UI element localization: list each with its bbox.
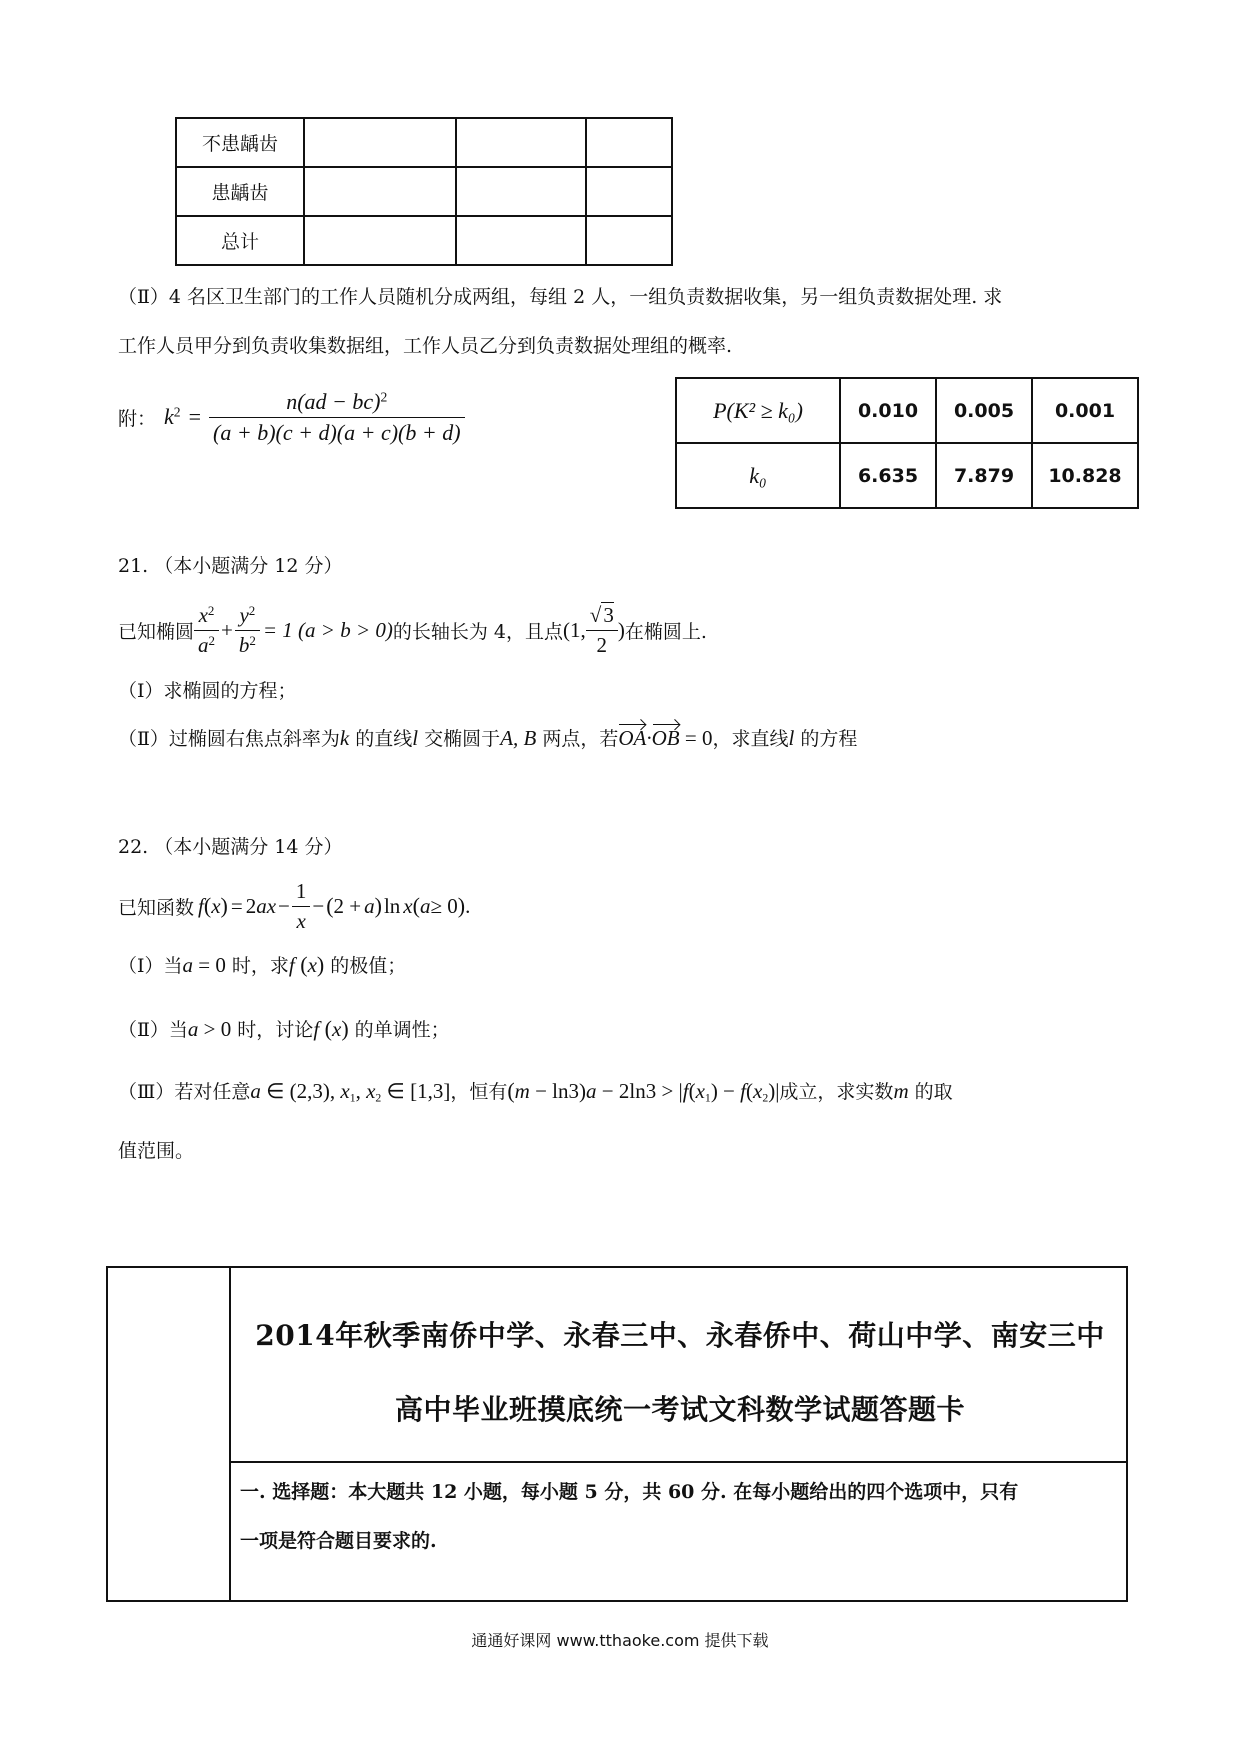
q21-condition: = 1 (a > b > 0) xyxy=(262,617,393,642)
q20-part2-line2: 工作人员甲分到负责收集数据组，工作人员乙分到负责数据处理组的概率. xyxy=(118,335,733,357)
card-title-line2: 高中毕业班摸底统一考试文科数学试题答题卡 xyxy=(394,1393,965,1426)
q20-part2-line1: （Ⅱ）4 名区卫生部门的工作人员随机分成两组，每组 2 人，一组负责数据收集，另一组负责数据处理. 求 xyxy=(118,286,1003,308)
q21-header: 21. （本小题满分 12 分） xyxy=(118,555,343,577)
q21-stem-prefix: 已知椭圆 xyxy=(118,620,195,643)
q22-part3-line2: 值范围。 xyxy=(118,1140,195,1162)
table-cell xyxy=(456,167,586,216)
row-label: 总计 xyxy=(176,216,304,265)
k-value: 6.635 xyxy=(840,443,936,508)
table-row xyxy=(676,378,1138,443)
table-cell xyxy=(456,216,586,265)
card-divider xyxy=(229,1266,231,1600)
row-label: 不患龋齿 xyxy=(176,118,304,167)
card-divider xyxy=(229,1461,1126,1463)
q22-stem: 已知函数 f ( x ) = 2 ax − $\frac{1}{x}$ − ( 2 + a ) ln x ( a ≥ 0 ) . xyxy=(118,878,471,933)
q22-part2: （Ⅱ）当a > 0 时，讨论f (x) 的单调性； xyxy=(118,1016,450,1041)
table-cell xyxy=(586,118,672,167)
row-label: 患龋齿 xyxy=(176,167,304,216)
table-cell xyxy=(304,216,456,265)
table-cell xyxy=(586,216,672,265)
footer: 通通好课网 www.tthaoke.com 提供下载 xyxy=(471,1631,769,1650)
contingency-table xyxy=(175,117,673,266)
k2-denominator: (a + b)(c + d)(a + c)(b + d) xyxy=(209,417,465,446)
critical-value-table xyxy=(675,377,1139,509)
p-value: 0.001 xyxy=(1032,378,1138,443)
k-value: 10.828 xyxy=(1032,443,1138,508)
table-cell xyxy=(304,167,456,216)
q22-part3: （Ⅲ）若对任意a ∈ (2,3), $x_1$, $x_2$ ∈ [1,3]，恒有$(m - \ln 3)a - 2\ln 3 > |f(x_1) - f(x_2)|$成立，求实数m 的取 xyxy=(118,1078,953,1105)
k-value: 7.879 xyxy=(936,443,1032,508)
card-section1-line2: 一项是符合题目要求的. xyxy=(240,1530,437,1552)
k2-formula: 附： $k^2$ = $\frac{n(ad - bc)^2}{(a + b)(c + d)(a + c)(b + d)}$ xyxy=(118,382,465,452)
card-section1-line1: 一. 选择题：本大题共 12 小题，每小题 5 分，共 60 分. 在每小题给出的四个选项中，只有 xyxy=(240,1481,1019,1503)
q21-stem-mid: 的长轴长为 4，且点 xyxy=(392,620,564,643)
table-cell xyxy=(586,167,672,216)
p-value: 0.005 xyxy=(936,378,1032,443)
q21-point-suffix: ) xyxy=(617,617,625,642)
q21-part2: （Ⅱ）过椭圆右焦点斜率为k 的直线l 交椭圆于A, B 两点，若OA·OB = 0，求直线l 的方程 xyxy=(118,726,858,750)
k0-label: k₀ xyxy=(676,443,840,508)
table-row xyxy=(176,118,672,167)
appendix-label: 附： xyxy=(118,407,157,430)
k2-numerator: n(ad − bc) xyxy=(286,388,381,414)
card-title-line1: 2014年秋季南侨中学、永春三中、永春侨中、荷山中学、南安三中 xyxy=(255,1319,1105,1352)
q21-stem-suffix: 在椭圆上. xyxy=(624,620,707,643)
q22-header: 22. （本小题满分 14 分） xyxy=(118,836,343,858)
table-row xyxy=(176,216,672,265)
p-value: 0.010 xyxy=(840,378,936,443)
q22-part1: （Ⅰ）当a = 0 时，求f (x) 的极值； xyxy=(118,952,407,977)
q21-part1: （Ⅰ）求椭圆的方程； xyxy=(118,680,297,702)
table-cell xyxy=(304,118,456,167)
table-cell xyxy=(456,118,586,167)
q21-stem: 已知椭圆 $\frac{x^2}{a^2}$ + $\frac{y^2}{b^2}$ = 1 (a > b > 0) 的长轴长为 4，且点 (1, $\frac{√3}{2}$ ) 在椭圆上. xyxy=(118,602,707,657)
k2-fraction: $\frac{n(ad - bc)^2}{(a + b)(c + d)(a + c)(b + d)}$ xyxy=(209,389,465,446)
table-row xyxy=(676,443,1138,508)
p-label: P(K² ≥ k₀) xyxy=(676,378,840,443)
k2-lhs: k xyxy=(164,404,174,429)
q21-point-prefix: (1, xyxy=(563,617,586,642)
table-row xyxy=(176,167,672,216)
